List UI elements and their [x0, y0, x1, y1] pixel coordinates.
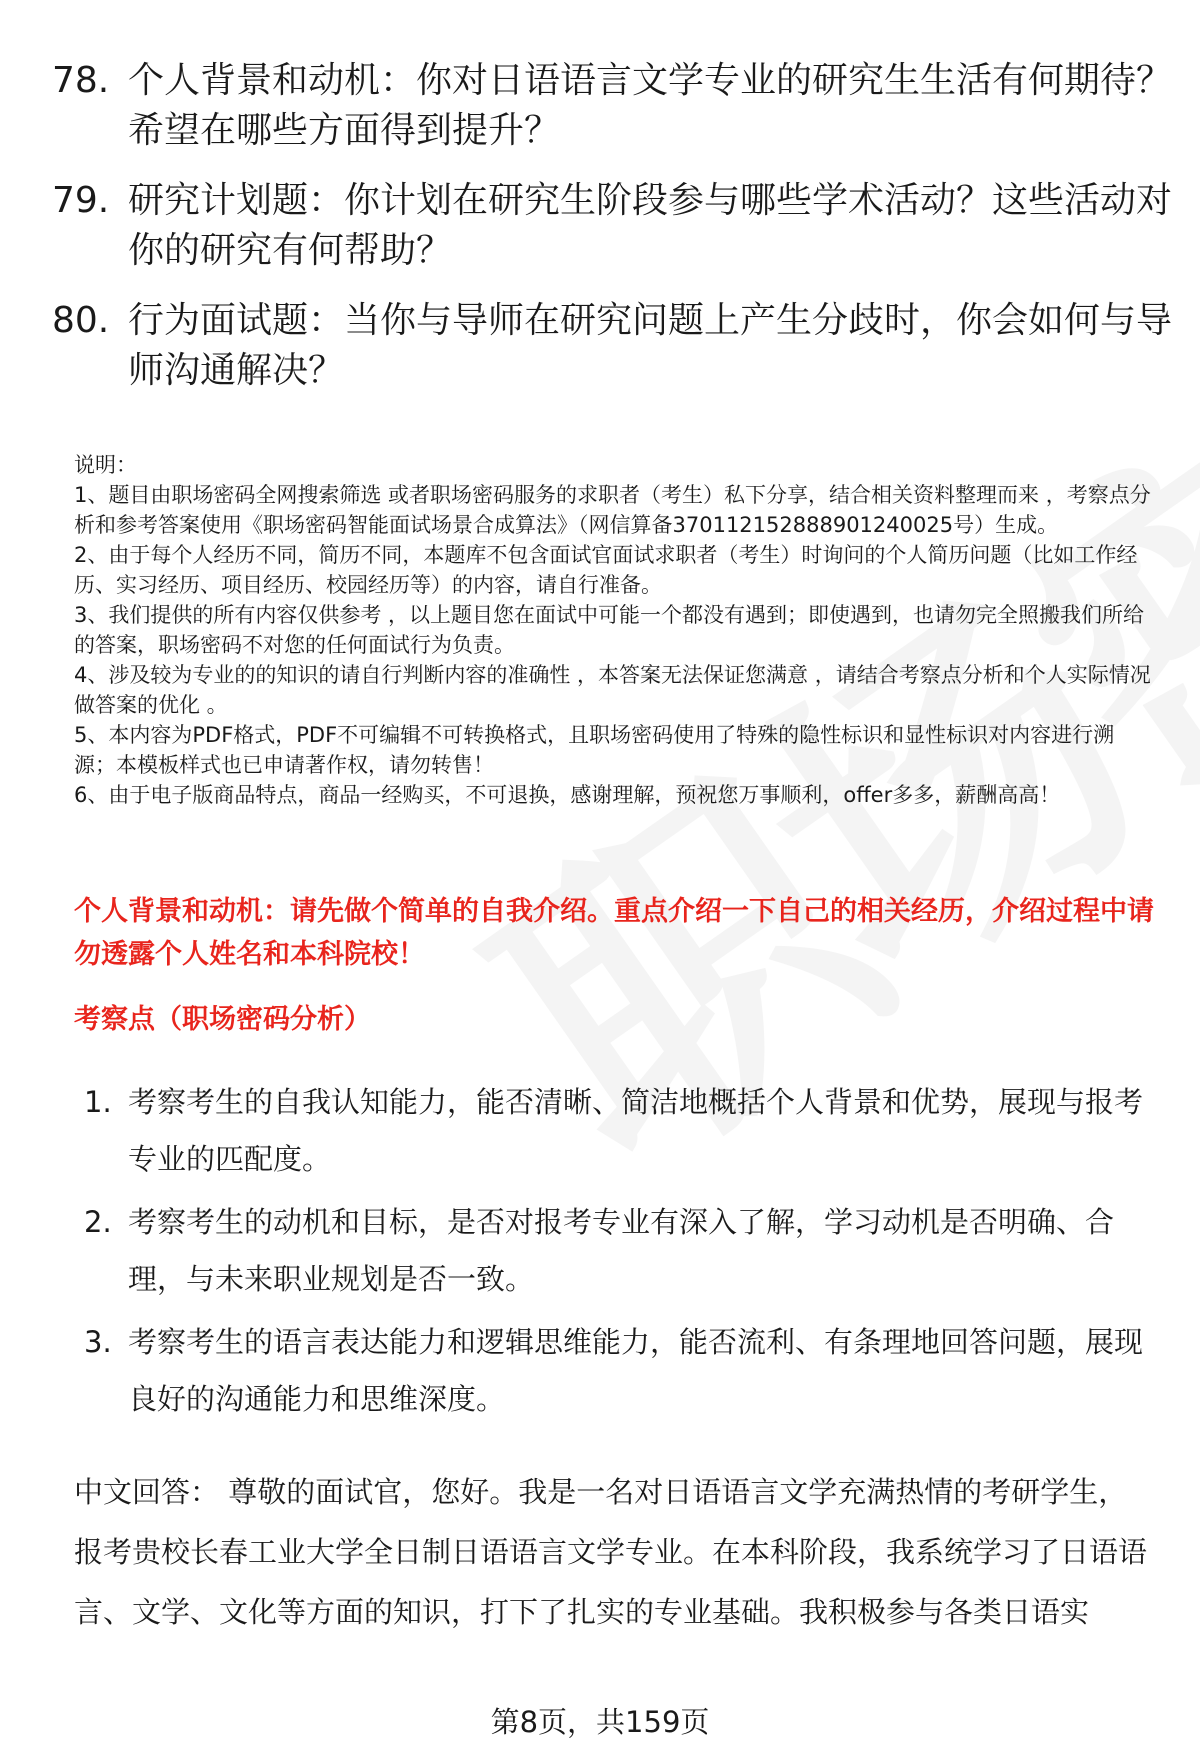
notes-section [74, 450, 1154, 810]
list-item-text: 考察考生的自我认知能力，能否清晰、简洁地概括个人背景和优势，展现与报考专业的匹配度。 [128, 1085, 1144, 1176]
list-item-number: 2. [84, 1205, 112, 1239]
list-item-number: 3. [84, 1325, 112, 1359]
question-number: 79. [52, 180, 110, 221]
note-item: 4、涉及较为专业的的知识的请自行判断内容的准确性 ，本答案无法保证您满意 ，请结合考察点分析和个人实际情况做答案的优化 。 [74, 663, 1151, 717]
page-footer: 第8页，共159页 [490, 1705, 710, 1739]
question-text: 研究计划题：你计划在研究生阶段参与哪些学术活动？这些活动对你的研究有何帮助？ [128, 180, 1173, 271]
notes-title: 说明： [74, 453, 137, 477]
note-item: 5、本内容为PDF格式，PDF不可编辑不可转换格式，且职场密码使用了特殊的隐性标识和显性标识对内容进行溯源；本模板样式也已申请著作权，请勿转售！ [74, 723, 1115, 777]
question-number: 80. [52, 300, 110, 341]
exam-points-title: 考察点（职场密码分析） [74, 1004, 371, 1035]
question-text: 个人背景和动机：你对日语语言文学专业的研究生生活有何期待？希望在哪些方面得到提升？ [128, 60, 1173, 151]
list-item-text: 考察考生的动机和目标，是否对报考专业有深入了解，学习动机是否明确、合理，与未来职业规划是否一致。 [128, 1205, 1115, 1296]
list-item [84, 1314, 1144, 1428]
exam-points-list [84, 1074, 1144, 1434]
answer-text: 中文回答： 尊敬的面试官，您好。我是一名对日语语言文学充满热情的考研学生，报考贵校长春工业大学全日制日语语言文学专业。在本科阶段，我系统学习了日语语言、文学、文化等方面的知识，打下了扎实的专业基础。我积极参与各类日语实 [74, 1475, 1148, 1629]
list-item [84, 1194, 1144, 1308]
list-item-number: 1. [84, 1085, 112, 1119]
highlight-question: 个人背景和动机：请先做个简单的自我介绍。重点介绍一下自己的相关经历，介绍过程中请勿透露个人姓名和本科院校！ [74, 896, 1154, 970]
note-item: 6、由于电子版商品特点，商品一经购买，不可退换，感谢理解，预祝您万事顺利，offer多多，薪酬高高！ [74, 783, 1061, 807]
list-item-text: 考察考生的语言表达能力和逻辑思维能力，能否流利、有条理地回答问题，展现良好的沟通能力和思维深度。 [128, 1325, 1144, 1416]
note-item: 2、由于每个人经历不同，简历不同，本题库不包含面试官面试求职者（考生）时询问的个人简历问题（比如工作经历、实习经历、项目经历、校园经历等）的内容，请自行准备。 [74, 543, 1138, 597]
question-number: 78. [52, 60, 110, 101]
note-item: 1、题目由职场密码全网搜索筛选 或者职场密码服务的求职者（考生）私下分享，结合相关资料整理而来 ，考察点分析和参考答案使用《职场密码智能面试场景合成算法》（网信算备370112152888901240025号）生成。 [74, 483, 1151, 537]
note-item: 3、我们提供的所有内容仅供参考 ，以上题目您在面试中可能一个都没有遇到；即使遇到，也请勿完全照搬我们所给的答案，职场密码不对您的任何面试行为负责。 [74, 603, 1145, 657]
list-item [84, 1074, 1144, 1188]
question-text: 行为面试题：当你与导师在研究问题上产生分歧时，你会如何与导师沟通解决？ [128, 300, 1173, 391]
